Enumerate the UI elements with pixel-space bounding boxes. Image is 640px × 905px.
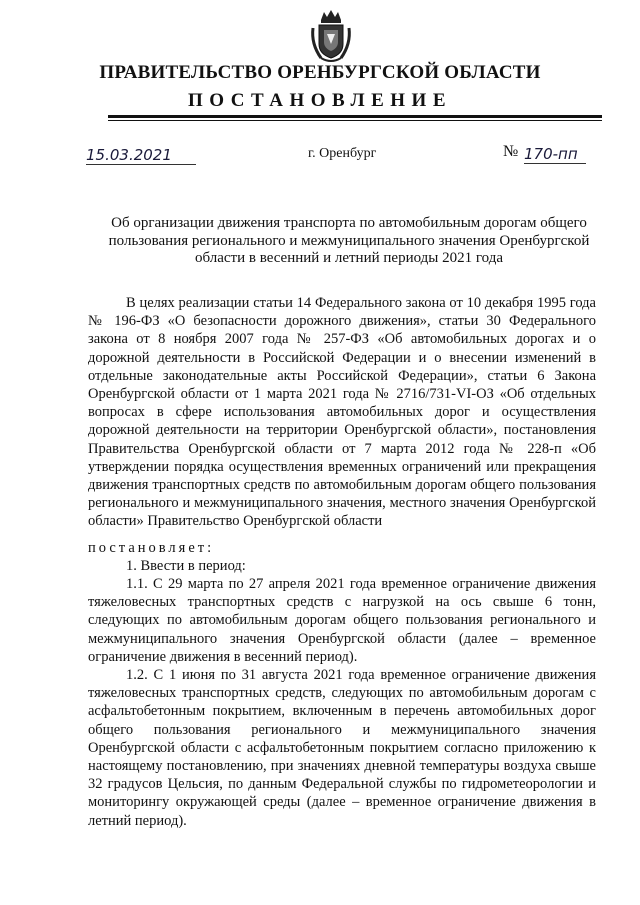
resolves-word: постановляет: xyxy=(88,540,215,556)
document-title: Об организации движения транспорта по автомобильным дорогам общего пользования регионального и межмуниципального значения Оренбургской области в весенний и летний периоды 2021 года xyxy=(108,215,590,266)
header-rule-thick xyxy=(108,115,602,118)
document-city: г. Оренбург xyxy=(308,146,377,161)
organization-name: ПРАВИТЕЛЬСТВО ОРЕНБУРГСКОЙ ОБЛАСТИ xyxy=(99,62,541,83)
document-number-label: № xyxy=(503,143,519,160)
document-number: 170-пп xyxy=(524,145,586,164)
document-type: ПОСТАНОВЛЕНИЕ xyxy=(187,90,453,111)
item-1-1: 1.1. С 29 марта по 27 апреля 2021 года временное ограничение движения тяжеловесных транспортных средств с нагрузкой на ось свыше 6 тонн, следующих по автомобильным дорогам общего пользования регионального и межмуниципального значения Оренбургской области (далее – временное ограничение движения в весенний период). xyxy=(88,576,596,665)
preamble-paragraph: В целях реализации статьи 14 Федерального закона от 10 декабря 1995 года № 196-ФЗ «О безопасности дорожного движения», статьи 30 Федерального закона от 8 ноября 2007 года № 257-ФЗ «Об автомобильных дорогах и о дорожной деятельности в Российской Федерации и о внесении изменений в отдельные законодательные акты Российской Федерации», статьи 6 Закона Оренбургской области от 1 марта 2021 года № 2716/731-VI-ОЗ «Об отдельных вопросах в сфере использования автомобильных дорог и осуществления дорожной деятельности на территории Оренбургской области», постановления Правительства Оренбургской области от 7 марта 2012 года № 228-п «Об утверждении порядка осуществления временных ограничений или прекращения движения транспортных средств по автомобильным дорогам общего пользования регионального и межмуниципального значения, местного значения Оренбургской области» Правительство Оренбургской области xyxy=(88,295,596,530)
coat-of-arms-icon xyxy=(307,8,355,66)
document-date: 15.03.2021 xyxy=(86,146,196,165)
item-1-2: 1.2. С 1 июня по 31 августа 2021 года временное ограничение движения тяжеловесных транспортных средств, следующих по автомобильным дорогам с асфальтобетонным покрытием, включенным в перечень автомобильных дорог общего пользования регионального и межмуниципального значения Оренбургской области с асфальтобетонным покрытием согласно приложению к настоящему постановлению, при значениях дневной температуры воздуха свыше 32 градусов Цельсия, по данным Федеральной службы по гидрометеорологии и мониторингу окружающей среды (далее – временное ограничение движения в летний период). xyxy=(88,667,596,829)
header-rule-thin xyxy=(108,120,602,121)
item-1: 1. Ввести в период: xyxy=(126,558,246,574)
